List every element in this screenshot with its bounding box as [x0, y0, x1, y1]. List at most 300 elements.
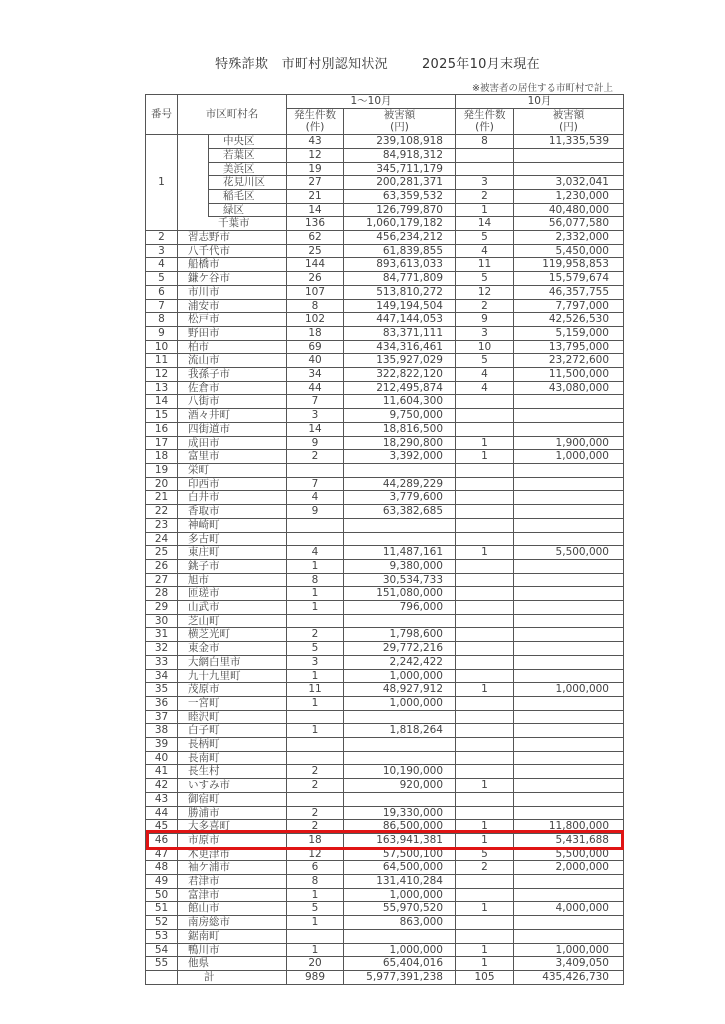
month-damage: 15,579,674: [514, 272, 624, 286]
city-name: 市原市: [178, 833, 287, 847]
header-period-month: 10月: [456, 95, 624, 109]
row-no: 7: [146, 299, 178, 313]
ytd-count: [287, 792, 344, 806]
table-row: [146, 491, 624, 505]
month-count: 2: [456, 299, 514, 313]
row-no: 39: [146, 738, 178, 752]
row-no: 52: [146, 916, 178, 930]
city-name: 柏市: [178, 340, 287, 354]
ytd-damage: 151,080,000: [344, 587, 456, 601]
ytd-count: 2: [287, 765, 344, 779]
city-name: 佐倉市: [178, 381, 287, 395]
city-name: 匝瑳市: [178, 587, 287, 601]
row-no: 46: [146, 833, 178, 847]
month-count: 3: [456, 176, 514, 190]
row-no: 55: [146, 957, 178, 971]
month-count: 14: [456, 217, 514, 231]
ytd-damage: [344, 751, 456, 765]
ytd-damage: 84,771,809: [344, 272, 456, 286]
month-count: 12: [456, 285, 514, 299]
ytd-damage: [344, 532, 456, 546]
ytd-count: 136: [287, 217, 344, 231]
month-damage: 119,958,853: [514, 258, 624, 272]
ytd-count: 20: [287, 957, 344, 971]
table-row: [146, 546, 624, 560]
title-date: 2025年10月末現在: [421, 57, 540, 72]
table-row: [146, 751, 624, 765]
month-count: [456, 738, 514, 752]
ytd-count: 12: [287, 847, 344, 861]
city-name: 長生村: [178, 765, 287, 779]
ytd-count: 69: [287, 340, 344, 354]
row-no: 44: [146, 806, 178, 820]
ytd-count: 40: [287, 354, 344, 368]
month-count: [456, 614, 514, 628]
month-damage: 4,000,000: [514, 902, 624, 916]
month-count: 4: [456, 368, 514, 382]
month-damage: [514, 532, 624, 546]
ytd-count: 1: [287, 888, 344, 902]
month-damage: [514, 628, 624, 642]
table-row: [146, 614, 624, 628]
table-row: [146, 299, 624, 313]
month-count: 2: [456, 861, 514, 875]
row-no: 33: [146, 655, 178, 669]
city-name: 勝浦市: [178, 806, 287, 820]
month-count: [456, 724, 514, 738]
city-name: 神崎町: [178, 518, 287, 532]
table-row: [146, 532, 624, 546]
table-row: [146, 929, 624, 943]
ytd-damage: 1,000,000: [344, 943, 456, 957]
city-name: 印西市: [178, 477, 287, 491]
ytd-damage: 131,410,284: [344, 875, 456, 889]
table-row: [146, 738, 624, 752]
month-count: 1: [456, 546, 514, 560]
row-no: 41: [146, 765, 178, 779]
city-name: 東庄町: [178, 546, 287, 560]
row-no: 24: [146, 532, 178, 546]
month-damage: [514, 477, 624, 491]
table-row: [146, 422, 624, 436]
city-name: 一宮町: [178, 696, 287, 710]
table-row: [146, 231, 624, 245]
month-count: [456, 765, 514, 779]
row-no: 3: [146, 244, 178, 258]
table-row: [146, 710, 624, 724]
ytd-count: [287, 751, 344, 765]
ytd-damage: 796,000: [344, 601, 456, 615]
ytd-count: 5: [287, 642, 344, 656]
city-name: 野田市: [178, 326, 287, 340]
city-name: 茂原市: [178, 683, 287, 697]
ytd-count: 4: [287, 491, 344, 505]
row-no: 54: [146, 943, 178, 957]
ytd-count: [287, 518, 344, 532]
month-damage: 3,409,050: [514, 957, 624, 971]
city-name: 袖ケ浦市: [178, 861, 287, 875]
city-name: 大多喜町: [178, 820, 287, 834]
ytd-count: 3: [287, 409, 344, 423]
ytd-count: 14: [287, 422, 344, 436]
month-damage: 23,272,600: [514, 354, 624, 368]
table-row: [146, 902, 624, 916]
month-count: 1: [456, 203, 514, 217]
month-count: 1: [456, 902, 514, 916]
ytd-damage: 3,779,600: [344, 491, 456, 505]
month-damage: [514, 751, 624, 765]
table-row: [146, 340, 624, 354]
month-damage: [514, 669, 624, 683]
month-count: [456, 532, 514, 546]
total-month-count: 105: [456, 971, 514, 985]
month-damage: 5,159,000: [514, 326, 624, 340]
city-name: 東金市: [178, 642, 287, 656]
ytd-damage: 2,242,422: [344, 655, 456, 669]
month-damage: 42,526,530: [514, 313, 624, 327]
month-damage: [514, 148, 624, 162]
table-row: [146, 875, 624, 889]
month-damage: 1,000,000: [514, 450, 624, 464]
ytd-damage: [344, 463, 456, 477]
row-no: 28: [146, 587, 178, 601]
city-name: 御宿町: [178, 792, 287, 806]
ytd-damage: 149,194,504: [344, 299, 456, 313]
month-count: 5: [456, 272, 514, 286]
table-row-chiba-ward: [146, 203, 624, 217]
row-no: 29: [146, 601, 178, 615]
month-damage: [514, 587, 624, 601]
city-name: 栄町: [178, 463, 287, 477]
total-ytd-count: 989: [287, 971, 344, 985]
month-damage: 11,500,000: [514, 368, 624, 382]
ytd-damage: 1,798,600: [344, 628, 456, 642]
month-damage: 13,795,000: [514, 340, 624, 354]
row-no: 11: [146, 354, 178, 368]
header-month-count: 発生件数: [456, 108, 514, 121]
row-no: 30: [146, 614, 178, 628]
month-count: [456, 669, 514, 683]
ytd-count: 2: [287, 628, 344, 642]
ward-name: 美浜区: [209, 162, 287, 176]
month-count: [456, 792, 514, 806]
ytd-damage: 19,330,000: [344, 806, 456, 820]
header-ytd-damage-unit: (円): [344, 121, 456, 134]
city-name: 南房総市: [178, 916, 287, 930]
row-no: 1: [146, 135, 178, 231]
ytd-damage: 86,500,000: [344, 820, 456, 834]
month-count: 10: [456, 340, 514, 354]
month-count: [456, 587, 514, 601]
month-count: [456, 505, 514, 519]
row-no: 32: [146, 642, 178, 656]
total-month-damage: 435,426,730: [514, 971, 624, 985]
row-no: 40: [146, 751, 178, 765]
table-row: [146, 587, 624, 601]
ytd-damage: 83,371,111: [344, 326, 456, 340]
table-row: [146, 477, 624, 491]
month-damage: [514, 710, 624, 724]
header-name: 市区町村名: [178, 95, 287, 135]
month-count: [456, 751, 514, 765]
ytd-count: 107: [287, 285, 344, 299]
ytd-count: 2: [287, 450, 344, 464]
table-row-chiba-ward: [146, 176, 624, 190]
ytd-count: [287, 738, 344, 752]
table-row: [146, 628, 624, 642]
month-damage: [514, 724, 624, 738]
month-damage: 2,332,000: [514, 231, 624, 245]
month-count: 8: [456, 135, 514, 149]
month-damage: [514, 655, 624, 669]
month-damage: 11,800,000: [514, 820, 624, 834]
ytd-count: 144: [287, 258, 344, 272]
city-name: 大網白里市: [178, 655, 287, 669]
month-count: [456, 710, 514, 724]
month-count: 4: [456, 244, 514, 258]
table-row: [146, 354, 624, 368]
city-name: 鴨川市: [178, 943, 287, 957]
month-count: [456, 875, 514, 889]
month-count: 1: [456, 450, 514, 464]
ytd-count: 26: [287, 272, 344, 286]
month-damage: [514, 573, 624, 587]
city-name: 市川市: [178, 285, 287, 299]
ytd-count: 1: [287, 943, 344, 957]
table-row: [146, 696, 624, 710]
ytd-damage: 30,534,733: [344, 573, 456, 587]
header-month-damage-unit: (円): [514, 121, 624, 134]
month-damage: [514, 888, 624, 902]
ytd-count: 7: [287, 395, 344, 409]
month-damage: [514, 929, 624, 943]
row-no: 37: [146, 710, 178, 724]
row-no: 50: [146, 888, 178, 902]
month-count: [456, 696, 514, 710]
ytd-count: 3: [287, 655, 344, 669]
month-count: [456, 518, 514, 532]
table-row: [146, 655, 624, 669]
month-damage: [514, 614, 624, 628]
month-damage: [514, 491, 624, 505]
month-damage: [514, 505, 624, 519]
ward-name: 緑区: [209, 203, 287, 217]
ytd-count: 1: [287, 724, 344, 738]
ytd-damage: 11,487,161: [344, 546, 456, 560]
ytd-count: 8: [287, 573, 344, 587]
month-damage: [514, 463, 624, 477]
row-no: 53: [146, 929, 178, 943]
month-damage: [514, 696, 624, 710]
table-row: [146, 272, 624, 286]
month-count: [456, 477, 514, 491]
city-name: 船橋市: [178, 258, 287, 272]
header-month-damage: 被害額: [514, 108, 624, 121]
city-name: 白井市: [178, 491, 287, 505]
month-count: [456, 463, 514, 477]
table-row: [146, 792, 624, 806]
ytd-count: 2: [287, 820, 344, 834]
table-row: [146, 326, 624, 340]
table-row: [146, 765, 624, 779]
city-name: 八千代市: [178, 244, 287, 258]
table-row: [146, 820, 624, 834]
ytd-damage: 920,000: [344, 779, 456, 793]
city-name: 八街市: [178, 395, 287, 409]
city-name: 九十九里町: [178, 669, 287, 683]
city-name: 長柄町: [178, 738, 287, 752]
table-row-chiba-ward: [146, 189, 624, 203]
month-damage: [514, 806, 624, 820]
row-no: 19: [146, 463, 178, 477]
ytd-damage: 84,918,312: [344, 148, 456, 162]
month-count: [456, 148, 514, 162]
table-row: [146, 505, 624, 519]
ytd-count: 21: [287, 189, 344, 203]
city-name: 酒々井町: [178, 409, 287, 423]
ytd-damage: 18,290,800: [344, 436, 456, 450]
ytd-damage: 1,000,000: [344, 669, 456, 683]
ytd-damage: 434,316,461: [344, 340, 456, 354]
ytd-damage: 48,927,912: [344, 683, 456, 697]
city-name: 芝山町: [178, 614, 287, 628]
document-title: [0, 53, 725, 72]
month-damage: 5,431,688: [514, 833, 624, 847]
table-row: [146, 244, 624, 258]
ytd-count: 8: [287, 299, 344, 313]
month-damage: 1,230,000: [514, 189, 624, 203]
table-row: [146, 724, 624, 738]
month-damage: 5,450,000: [514, 244, 624, 258]
month-count: 11: [456, 258, 514, 272]
city-name: 鋸南町: [178, 929, 287, 943]
ytd-count: 34: [287, 368, 344, 382]
table-row: [146, 943, 624, 957]
ytd-damage: 1,000,000: [344, 888, 456, 902]
ytd-damage: 18,816,500: [344, 422, 456, 436]
total-no-cell: [146, 971, 178, 985]
table-row: [146, 683, 624, 697]
ytd-count: [287, 463, 344, 477]
table-row-chiba-subtotal: [146, 217, 624, 231]
city-name: 香取市: [178, 505, 287, 519]
ytd-damage: 9,380,000: [344, 559, 456, 573]
table-row: [146, 916, 624, 930]
month-damage: [514, 779, 624, 793]
header-no: 番号: [146, 95, 178, 135]
row-no: 42: [146, 779, 178, 793]
city-name: 成田市: [178, 436, 287, 450]
month-damage: [514, 162, 624, 176]
row-no: 20: [146, 477, 178, 491]
month-count: [456, 491, 514, 505]
month-count: 1: [456, 779, 514, 793]
row-no: 45: [146, 820, 178, 834]
city-name: 多古町: [178, 532, 287, 546]
month-count: 5: [456, 354, 514, 368]
ytd-count: 9: [287, 436, 344, 450]
table-row: [146, 573, 624, 587]
month-count: [456, 628, 514, 642]
row-no: 47: [146, 847, 178, 861]
month-damage: 11,335,539: [514, 135, 624, 149]
ytd-damage: 1,818,264: [344, 724, 456, 738]
ytd-count: 1: [287, 669, 344, 683]
table-row-chiba-ward: [146, 148, 624, 162]
ytd-count: 18: [287, 833, 344, 847]
ytd-damage: [344, 738, 456, 752]
ytd-damage: 163,941,381: [344, 833, 456, 847]
row-no: 2: [146, 231, 178, 245]
ytd-count: 9: [287, 505, 344, 519]
ytd-count: 8: [287, 875, 344, 889]
ytd-count: 18: [287, 326, 344, 340]
city-name: 旭市: [178, 573, 287, 587]
table-row: [146, 847, 624, 861]
city-name: 四街道市: [178, 422, 287, 436]
ytd-count: 43: [287, 135, 344, 149]
month-count: 5: [456, 231, 514, 245]
ytd-damage: [344, 614, 456, 628]
table-row: [146, 395, 624, 409]
title-main: 特殊詐欺 市町村別認知状況: [215, 57, 388, 72]
month-damage: [514, 738, 624, 752]
table-row: [146, 285, 624, 299]
ytd-damage: 64,500,000: [344, 861, 456, 875]
month-damage: [514, 422, 624, 436]
month-count: 4: [456, 381, 514, 395]
row-no: 4: [146, 258, 178, 272]
month-damage: 40,480,000: [514, 203, 624, 217]
row-no: 14: [146, 395, 178, 409]
ytd-damage: 345,711,179: [344, 162, 456, 176]
row-no: 22: [146, 505, 178, 519]
row-no: 13: [146, 381, 178, 395]
table-row: [146, 436, 624, 450]
city-name: 睦沢町: [178, 710, 287, 724]
ytd-damage: [344, 710, 456, 724]
ward-name: 若葉区: [209, 148, 287, 162]
month-count: 1: [456, 943, 514, 957]
ytd-damage: 212,495,874: [344, 381, 456, 395]
ytd-count: [287, 929, 344, 943]
month-count: 1: [456, 833, 514, 847]
month-count: [456, 422, 514, 436]
table-row: [146, 450, 624, 464]
city-name: 千葉市: [178, 217, 287, 231]
ytd-damage: 11,604,300: [344, 395, 456, 409]
month-damage: 1,900,000: [514, 436, 624, 450]
month-damage: [514, 916, 624, 930]
ytd-count: 11: [287, 683, 344, 697]
row-no: 18: [146, 450, 178, 464]
month-damage: [514, 518, 624, 532]
ytd-count: 2: [287, 779, 344, 793]
ytd-count: 1: [287, 601, 344, 615]
ytd-count: 6: [287, 861, 344, 875]
ytd-damage: 63,359,532: [344, 189, 456, 203]
ytd-count: 62: [287, 231, 344, 245]
header-month-count-unit: (件): [456, 121, 514, 134]
ytd-damage: [344, 929, 456, 943]
row-no: 48: [146, 861, 178, 875]
ytd-damage: 239,108,918: [344, 135, 456, 149]
row-no: 38: [146, 724, 178, 738]
ytd-damage: 513,810,272: [344, 285, 456, 299]
city-name: 習志野市: [178, 231, 287, 245]
row-no: 6: [146, 285, 178, 299]
month-damage: 5,500,000: [514, 847, 624, 861]
